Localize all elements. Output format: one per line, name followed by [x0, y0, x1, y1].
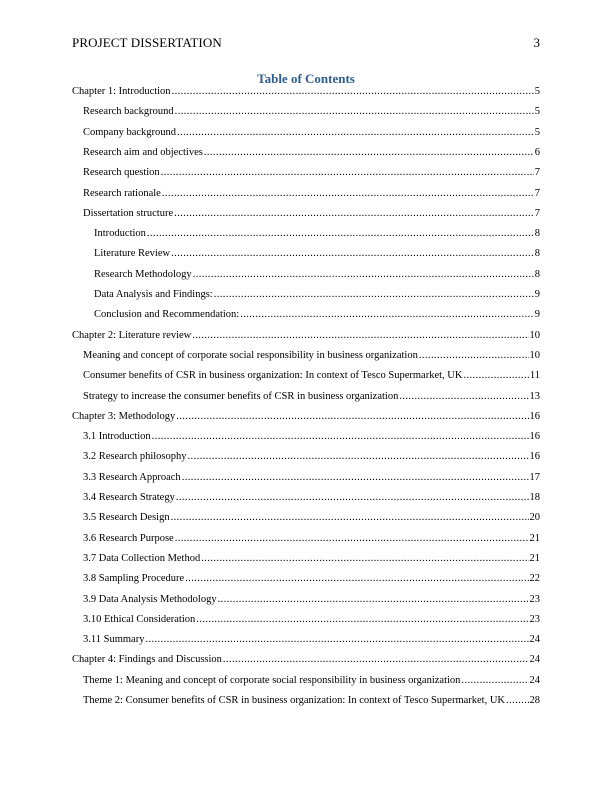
toc-entry-title: 3.11 Summary	[83, 634, 145, 646]
toc-entry[interactable]	[83, 694, 540, 708]
toc-entry-title: 3.4 Research Strategy	[83, 492, 175, 503]
toc-dot-leader	[176, 410, 528, 424]
toc-entry-title: Chapter 3: Methodology	[72, 410, 176, 422]
toc-entry[interactable]	[83, 146, 540, 160]
toc-dot-leader	[193, 268, 534, 282]
toc-entry-page-number: 7	[534, 207, 540, 219]
toc-entry-title: Consumer benefits of CSR in business organization: In context of Tesco Supermarket, UK	[83, 370, 463, 382]
toc-entry-title: Research aim and objectives	[83, 146, 203, 158]
toc-entry-page-number: 13	[529, 390, 540, 402]
toc-entry[interactable]	[72, 653, 540, 667]
toc-entry[interactable]	[83, 390, 540, 404]
toc-dot-leader	[399, 390, 528, 404]
toc-entry-title: 3.9 Data Analysis Methodology	[83, 593, 217, 605]
toc-entry[interactable]	[83, 532, 540, 546]
toc-entry-page-number: 6	[534, 146, 540, 158]
toc-dot-leader	[419, 349, 529, 363]
toc-entry-page-number: 9	[534, 289, 540, 300]
toc-entry[interactable]	[72, 410, 540, 424]
toc-dot-leader	[461, 674, 528, 688]
toc-entry-title: Dissertation structure	[83, 207, 174, 219]
toc-dot-leader	[145, 633, 528, 647]
toc-entry[interactable]	[94, 308, 540, 322]
toc-dot-leader	[223, 653, 529, 667]
toc-entry-page-number: 7	[534, 187, 540, 199]
toc-entry[interactable]	[83, 369, 540, 383]
toc-entry-page-number: 24	[529, 674, 540, 686]
toc-dot-leader	[185, 572, 528, 586]
toc-entry-title: 3.3 Research Approach	[83, 471, 181, 483]
toc-entry[interactable]	[94, 268, 540, 282]
toc-entry[interactable]	[83, 349, 540, 363]
toc-entry-title: Research question	[83, 167, 160, 179]
toc-entry-page-number: 23	[529, 593, 540, 605]
toc-entry-title: 3.2 Research philosophy	[83, 451, 187, 463]
toc-entry-title: Conclusion and Recommendation:	[94, 309, 240, 321]
toc-dot-leader	[171, 511, 529, 525]
toc-entry-page-number: 10	[529, 329, 540, 341]
toc-entry[interactable]	[94, 247, 540, 261]
toc-dot-leader	[201, 552, 528, 566]
toc-entry-page-number: 16	[529, 410, 540, 422]
toc-dot-leader	[175, 105, 534, 119]
toc-entry-page-number: 17	[529, 471, 540, 483]
toc-entry-title: Chapter 4: Findings and Discussion	[72, 654, 222, 666]
toc-entry-title: 3.10 Ethical Consideration	[83, 613, 196, 625]
toc-entry[interactable]	[83, 552, 540, 566]
toc-entry-page-number: 24	[529, 654, 540, 666]
toc-entry-page-number: 21	[529, 552, 540, 564]
toc-entry-page-number: 5	[534, 106, 540, 118]
toc-dot-leader	[162, 187, 534, 201]
toc-entry[interactable]	[83, 126, 540, 140]
toc-dot-leader	[177, 126, 534, 140]
toc-entry[interactable]	[83, 207, 540, 221]
toc-entry[interactable]	[83, 572, 540, 586]
toc-entry-page-number: 16	[529, 451, 540, 463]
toc-entry-title: 3.1 Introduction	[83, 431, 151, 443]
toc-entry-page-number: 20	[529, 512, 540, 524]
toc-entry[interactable]	[83, 633, 540, 647]
toc-entry[interactable]	[83, 674, 540, 688]
toc-entry-title: Research Methodology	[94, 268, 192, 280]
toc-entry-title: Research rationale	[83, 187, 161, 199]
toc-dot-leader	[188, 450, 529, 464]
toc-entry-title: Strategy to increase the consumer benefits of CSR in business organization	[83, 390, 399, 402]
toc-entry-page-number: 18	[529, 492, 540, 503]
header-page-number: 3	[533, 35, 540, 50]
toc-entry-page-number: 8	[534, 248, 540, 260]
toc-heading: Table of Contents	[257, 71, 355, 86]
toc-entry-page-number: 8	[534, 268, 540, 280]
toc-dot-leader	[176, 491, 529, 505]
toc-entry[interactable]	[83, 430, 540, 444]
toc-dot-leader	[147, 227, 534, 241]
toc-entry-title: Chapter 1: Introduction	[72, 86, 171, 97]
toc-dot-leader	[204, 146, 534, 160]
toc-dot-leader	[506, 694, 528, 708]
toc-entry-page-number: 28	[529, 695, 540, 706]
toc-entry-page-number: 10	[529, 349, 540, 361]
toc-entry-title: Literature Review	[94, 248, 171, 260]
toc-dot-leader	[161, 166, 534, 180]
toc-entry-page-number: 9	[534, 309, 540, 321]
toc-entry-title: Chapter 2: Literature review	[72, 329, 192, 341]
toc-entry-page-number: 16	[529, 431, 540, 443]
toc-entry-page-number: 5	[534, 86, 540, 97]
toc-entry[interactable]	[72, 85, 540, 99]
toc-entry[interactable]	[83, 166, 540, 180]
toc-entry-title: Theme 2: Consumer benefits of CSR in business organization: In context of Tesco Supermarket, UK	[83, 695, 506, 706]
toc-entry-title: Introduction	[94, 228, 146, 240]
toc-dot-leader	[152, 430, 529, 444]
toc-entry-title: 3.5 Research Design	[83, 512, 170, 524]
toc-dot-leader	[182, 471, 529, 485]
toc-entry-page-number: 23	[529, 613, 540, 625]
toc-entry[interactable]	[72, 329, 540, 343]
toc-entry-page-number: 7	[534, 167, 540, 179]
toc-entry[interactable]	[83, 187, 540, 201]
toc-entry[interactable]	[83, 511, 540, 525]
toc-entry[interactable]	[83, 105, 540, 119]
toc-entry-page-number: 8	[534, 228, 540, 240]
toc-entry[interactable]	[83, 593, 540, 607]
toc-entry-page-number: 24	[529, 634, 540, 646]
toc-entry[interactable]	[83, 613, 540, 627]
toc-entry[interactable]	[83, 450, 540, 464]
toc-entry[interactable]	[94, 288, 540, 302]
toc-entry[interactable]	[94, 227, 540, 241]
toc-entry[interactable]	[83, 491, 540, 505]
toc-dot-leader	[463, 369, 528, 383]
toc-entry-title: Theme 1: Meaning and concept of corporate social responsibility in business organization	[83, 674, 461, 686]
toc-dot-leader	[172, 85, 534, 99]
toc-dot-leader	[240, 308, 534, 322]
toc-dot-leader	[175, 532, 529, 546]
toc-dot-leader	[218, 593, 529, 607]
toc-entry[interactable]	[83, 471, 540, 485]
toc-entry-title: 3.8 Sampling Procedure	[83, 573, 185, 585]
toc-dot-leader	[171, 247, 534, 261]
toc-entry-page-number: 22	[529, 573, 540, 585]
toc-entry-title: 3.7 Data Collection Method	[83, 552, 201, 564]
toc-dot-leader	[196, 613, 528, 627]
toc-entry-title: Data Analysis and Findings:	[94, 289, 213, 300]
toc-dot-leader	[174, 207, 534, 221]
toc-dot-leader	[192, 329, 528, 343]
toc-entry-page-number: 11	[529, 370, 540, 382]
toc-entry-title: 3.6 Research Purpose	[83, 532, 174, 544]
toc-entry-title: Company background	[83, 126, 177, 138]
toc-entry-title: Meaning and concept of corporate social responsibility in business organization	[83, 349, 418, 361]
toc-entry-page-number: 21	[529, 532, 540, 544]
toc-entry-title: Research background	[83, 106, 174, 118]
running-header-title: PROJECT DISSERTATION	[72, 35, 222, 50]
toc-dot-leader	[214, 288, 534, 302]
toc-entry-page-number: 5	[534, 126, 540, 138]
